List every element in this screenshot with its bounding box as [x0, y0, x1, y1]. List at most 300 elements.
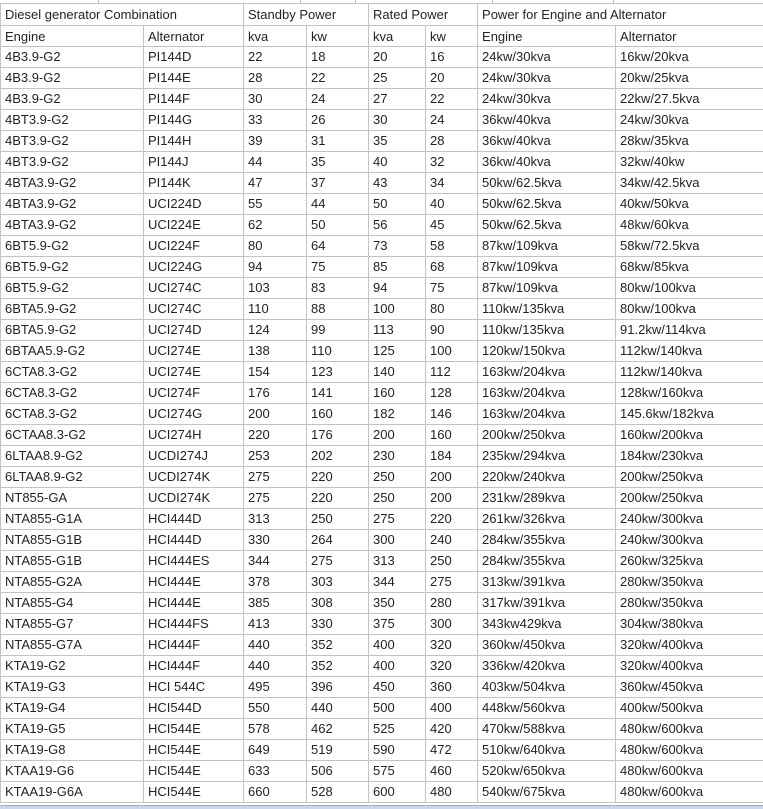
cell-rated-kw: 80	[426, 299, 478, 320]
subheader-rated-kw: kw	[426, 26, 478, 47]
cell-standby-kva: 413	[244, 614, 307, 635]
cell-rated-kw: 16	[426, 47, 478, 68]
cell-engine: 6BTA5.9-G2	[1, 320, 144, 341]
cell-engine: 4B3.9-G2	[1, 89, 144, 110]
cell-alternator: UCI274F	[144, 383, 244, 404]
cell-alternator: PI144K	[144, 173, 244, 194]
cell-alternator-power: 480kw/600kva	[616, 782, 763, 803]
cell-standby-kva: 378	[244, 572, 307, 593]
cell-alternator-power: 184kw/230kva	[616, 446, 763, 467]
cell-alternator-power: 68kw/85kva	[616, 257, 763, 278]
cell-alternator: HCI444FS	[144, 614, 244, 635]
cell-standby-kva: 94	[244, 257, 307, 278]
cell-standby-kw: 160	[307, 404, 369, 425]
cell-engine-power: 360kw/450kva	[478, 635, 616, 656]
border-remnant-tick	[300, 0, 301, 3]
cell-standby-kva: 633	[244, 761, 307, 782]
cell-standby-kw: 75	[307, 257, 369, 278]
cell-alternator-power: 480kw/600kva	[616, 719, 763, 740]
cell-standby-kw: 24	[307, 89, 369, 110]
cell-engine-power: 336kw/420kva	[478, 656, 616, 677]
cell-standby-kw: 64	[307, 236, 369, 257]
cell-standby-kva: 385	[244, 593, 307, 614]
cell-standby-kw: 506	[307, 761, 369, 782]
cell-standby-kva: 33	[244, 110, 307, 131]
cell-engine: 6BTA5.9-G2	[1, 299, 144, 320]
cell-alternator-power: 145.6kw/182kva	[616, 404, 763, 425]
cell-standby-kva: 275	[244, 467, 307, 488]
cell-rated-kw: 24	[426, 110, 478, 131]
cell-standby-kva: 176	[244, 383, 307, 404]
table-row	[1, 467, 763, 488]
cell-standby-kw: 220	[307, 467, 369, 488]
cell-rated-kva: 200	[369, 425, 426, 446]
cell-engine: KTA19-G5	[1, 719, 144, 740]
cell-standby-kva: 578	[244, 719, 307, 740]
cell-alternator-power: 480kw/600kva	[616, 740, 763, 761]
table-row	[1, 719, 763, 740]
cell-engine-power: 87kw/109kva	[478, 236, 616, 257]
cell-alternator-power: 260kw/325kva	[616, 551, 763, 572]
cell-rated-kw: 200	[426, 467, 478, 488]
table-row	[1, 47, 763, 68]
table-row	[1, 110, 763, 131]
cell-alternator-power: 200kw/250kva	[616, 488, 763, 509]
border-remnant-tick	[613, 0, 614, 3]
cell-standby-kva: 103	[244, 278, 307, 299]
generator-spec-table	[0, 3, 763, 803]
cell-rated-kva: 30	[369, 110, 426, 131]
cell-rated-kw: 280	[426, 593, 478, 614]
cell-rated-kva: 450	[369, 677, 426, 698]
cell-engine-power: 110kw/135kva	[478, 299, 616, 320]
table-row	[1, 551, 763, 572]
table-row	[1, 656, 763, 677]
cell-engine-power: 403kw/504kva	[478, 677, 616, 698]
cell-alternator: UCI274H	[144, 425, 244, 446]
cell-engine-power: 36kw/40kva	[478, 131, 616, 152]
cell-engine: KTA19-G3	[1, 677, 144, 698]
cell-alternator: UCI224E	[144, 215, 244, 236]
cell-standby-kw: 50	[307, 215, 369, 236]
cell-rated-kw: 32	[426, 152, 478, 173]
table-row	[1, 782, 763, 803]
cell-engine: 6CTAA8.3-G2	[1, 425, 144, 446]
table-body	[1, 47, 763, 803]
table-row	[1, 593, 763, 614]
cell-standby-kw: 37	[307, 173, 369, 194]
table-row	[1, 488, 763, 509]
cell-rated-kva: 250	[369, 488, 426, 509]
cell-alternator: UCI274D	[144, 320, 244, 341]
subheader-alternator-power: Alternator	[616, 26, 763, 47]
cell-standby-kw: 110	[307, 341, 369, 362]
subheader-engine-power: Engine	[478, 26, 616, 47]
header-diesel-generator-combination: Diesel generator Combination	[1, 4, 244, 26]
cell-alternator: UCDI274J	[144, 446, 244, 467]
cell-alternator-power: 200kw/250kva	[616, 467, 763, 488]
cell-alternator: PI144G	[144, 110, 244, 131]
border-remnant-tick	[98, 0, 99, 3]
cell-alternator: UCI274G	[144, 404, 244, 425]
cell-engine: KTA19-G8	[1, 740, 144, 761]
cell-standby-kva: 220	[244, 425, 307, 446]
cell-rated-kva: 500	[369, 698, 426, 719]
cell-alternator-power: 128kw/160kva	[616, 383, 763, 404]
cell-standby-kva: 440	[244, 656, 307, 677]
cell-engine-power: 36kw/40kva	[478, 110, 616, 131]
cell-rated-kw: 28	[426, 131, 478, 152]
cell-standby-kva: 44	[244, 152, 307, 173]
cell-engine: 6BT5.9-G2	[1, 278, 144, 299]
cell-engine-power: 520kw/650kva	[478, 761, 616, 782]
table-row	[1, 341, 763, 362]
cell-engine-power: 120kw/150kva	[478, 341, 616, 362]
cell-rated-kva: 400	[369, 656, 426, 677]
cell-alternator: HCI444E	[144, 593, 244, 614]
cell-alternator: UCDI274K	[144, 467, 244, 488]
cell-rated-kw: 112	[426, 362, 478, 383]
cell-rated-kva: 250	[369, 467, 426, 488]
cell-alternator-power: 320kw/400kva	[616, 656, 763, 677]
cell-rated-kva: 525	[369, 719, 426, 740]
cell-alternator: PI144J	[144, 152, 244, 173]
cell-rated-kw: 250	[426, 551, 478, 572]
table-row	[1, 131, 763, 152]
cell-rated-kw: 420	[426, 719, 478, 740]
table-row	[1, 635, 763, 656]
cell-alternator: HCI544E	[144, 782, 244, 803]
table-row	[1, 173, 763, 194]
table-row	[1, 89, 763, 110]
cell-rated-kw: 146	[426, 404, 478, 425]
cell-rated-kw: 472	[426, 740, 478, 761]
header-group-row	[1, 4, 763, 26]
cell-rated-kw: 20	[426, 68, 478, 89]
cell-standby-kw: 22	[307, 68, 369, 89]
cell-engine-power: 87kw/109kva	[478, 278, 616, 299]
cell-engine: NTA855-G2A	[1, 572, 144, 593]
cell-standby-kw: 35	[307, 152, 369, 173]
cell-standby-kva: 660	[244, 782, 307, 803]
table-row	[1, 404, 763, 425]
cell-alternator: HCI544E	[144, 761, 244, 782]
cell-rated-kva: 300	[369, 530, 426, 551]
cell-alternator-power: 28kw/35kva	[616, 131, 763, 152]
cell-standby-kw: 303	[307, 572, 369, 593]
cell-standby-kw: 250	[307, 509, 369, 530]
cell-alternator-power: 240kw/300kva	[616, 509, 763, 530]
cell-rated-kva: 344	[369, 572, 426, 593]
cell-standby-kw: 26	[307, 110, 369, 131]
cell-rated-kva: 20	[369, 47, 426, 68]
cell-standby-kva: 62	[244, 215, 307, 236]
cell-standby-kw: 31	[307, 131, 369, 152]
cell-alternator: UCI224D	[144, 194, 244, 215]
cell-rated-kva: 160	[369, 383, 426, 404]
cell-standby-kva: 440	[244, 635, 307, 656]
cell-alternator: PI144F	[144, 89, 244, 110]
cell-engine: NTA855-G1B	[1, 551, 144, 572]
cell-rated-kw: 275	[426, 572, 478, 593]
cell-rated-kw: 90	[426, 320, 478, 341]
cell-engine-power: 24kw/30kva	[478, 47, 616, 68]
cell-standby-kva: 253	[244, 446, 307, 467]
cell-engine: 6LTAA8.9-G2	[1, 467, 144, 488]
cell-alternator-power: 280kw/350kva	[616, 593, 763, 614]
table-row	[1, 362, 763, 383]
cell-engine-power: 231kw/289kva	[478, 488, 616, 509]
cell-rated-kva: 275	[369, 509, 426, 530]
cell-rated-kva: 85	[369, 257, 426, 278]
cell-rated-kva: 140	[369, 362, 426, 383]
cell-rated-kva: 313	[369, 551, 426, 572]
cell-engine: 4BTA3.9-G2	[1, 194, 144, 215]
cell-engine: KTA19-G4	[1, 698, 144, 719]
cell-alternator: HCI544E	[144, 719, 244, 740]
cell-alternator-power: 16kw/20kva	[616, 47, 763, 68]
cell-engine: NT855-GA	[1, 488, 144, 509]
cell-rated-kva: 375	[369, 614, 426, 635]
subheader-engine: Engine	[1, 26, 144, 47]
cell-alternator-power: 304kw/380kva	[616, 614, 763, 635]
cell-engine: 4B3.9-G2	[1, 47, 144, 68]
table-row	[1, 572, 763, 593]
cell-standby-kva: 28	[244, 68, 307, 89]
table-row	[1, 152, 763, 173]
cell-rated-kva: 125	[369, 341, 426, 362]
table-row	[1, 446, 763, 467]
cell-engine-power: 261kw/326kva	[478, 509, 616, 530]
cell-standby-kw: 44	[307, 194, 369, 215]
cell-alternator: HCI444F	[144, 656, 244, 677]
table-row	[1, 383, 763, 404]
cell-alternator: UCI224G	[144, 257, 244, 278]
cell-standby-kw: 141	[307, 383, 369, 404]
cell-alternator-power: 480kw/600kva	[616, 761, 763, 782]
cell-rated-kva: 35	[369, 131, 426, 152]
cell-rated-kw: 160	[426, 425, 478, 446]
cell-rated-kw: 34	[426, 173, 478, 194]
cell-engine-power: 24kw/30kva	[478, 68, 616, 89]
cell-engine-power: 50kw/62.5kva	[478, 215, 616, 236]
cell-engine: NTA855-G1A	[1, 509, 144, 530]
table-row	[1, 257, 763, 278]
cell-engine: NTA855-G1B	[1, 530, 144, 551]
subheader-alternator: Alternator	[144, 26, 244, 47]
cell-standby-kva: 110	[244, 299, 307, 320]
cell-alternator: HCI444D	[144, 530, 244, 551]
cell-engine-power: 540kw/675kva	[478, 782, 616, 803]
cell-rated-kw: 320	[426, 635, 478, 656]
cell-standby-kw: 330	[307, 614, 369, 635]
cell-standby-kw: 352	[307, 635, 369, 656]
cell-engine: 6CTA8.3-G2	[1, 362, 144, 383]
cell-engine: NTA855-G4	[1, 593, 144, 614]
cell-rated-kw: 320	[426, 656, 478, 677]
cell-engine-power: 343kw429kva	[478, 614, 616, 635]
cell-standby-kw: 220	[307, 488, 369, 509]
cell-engine: 6CTA8.3-G2	[1, 383, 144, 404]
cell-alternator: HCI444D	[144, 509, 244, 530]
cell-engine: KTAA19-G6	[1, 761, 144, 782]
cell-rated-kw: 128	[426, 383, 478, 404]
cell-engine-power: 163kw/204kva	[478, 404, 616, 425]
cell-rated-kw: 100	[426, 341, 478, 362]
table-row	[1, 740, 763, 761]
cell-rated-kva: 43	[369, 173, 426, 194]
cell-engine-power: 50kw/62.5kva	[478, 173, 616, 194]
cell-standby-kw: 528	[307, 782, 369, 803]
cell-rated-kva: 113	[369, 320, 426, 341]
cell-rated-kva: 100	[369, 299, 426, 320]
cell-alternator-power: 80kw/100kva	[616, 299, 763, 320]
cell-alternator: UCI274C	[144, 278, 244, 299]
header-sub-row	[1, 26, 763, 47]
cell-engine-power: 24kw/30kva	[478, 89, 616, 110]
cell-alternator-power: 240kw/300kva	[616, 530, 763, 551]
cell-standby-kw: 275	[307, 551, 369, 572]
cell-alternator: HCI444ES	[144, 551, 244, 572]
cell-standby-kva: 649	[244, 740, 307, 761]
cell-alternator-power: 22kw/27.5kva	[616, 89, 763, 110]
cell-alternator-power: 40kw/50kva	[616, 194, 763, 215]
table-row	[1, 236, 763, 257]
cell-engine: 4BT3.9-G2	[1, 152, 144, 173]
cell-standby-kva: 330	[244, 530, 307, 551]
cell-engine: 4BTA3.9-G2	[1, 173, 144, 194]
cell-standby-kva: 550	[244, 698, 307, 719]
cell-rated-kva: 40	[369, 152, 426, 173]
cell-rated-kva: 94	[369, 278, 426, 299]
cell-rated-kva: 56	[369, 215, 426, 236]
cell-rated-kw: 40	[426, 194, 478, 215]
cell-rated-kva: 230	[369, 446, 426, 467]
cell-alternator: PI144D	[144, 47, 244, 68]
cell-standby-kva: 154	[244, 362, 307, 383]
subheader-standby-kva: kva	[244, 26, 307, 47]
cell-alternator-power: 20kw/25kva	[616, 68, 763, 89]
cell-standby-kva: 495	[244, 677, 307, 698]
cell-alternator: UCI274E	[144, 341, 244, 362]
cell-rated-kw: 45	[426, 215, 478, 236]
cell-alternator-power: 360kw/450kva	[616, 677, 763, 698]
cell-standby-kw: 88	[307, 299, 369, 320]
border-remnant-tick	[492, 0, 493, 3]
table-header	[1, 4, 763, 47]
cell-rated-kva: 400	[369, 635, 426, 656]
cell-standby-kva: 344	[244, 551, 307, 572]
cell-alternator-power: 91.2kw/114kva	[616, 320, 763, 341]
cell-engine-power: 510kw/640kva	[478, 740, 616, 761]
cell-engine: 6CTA8.3-G2	[1, 404, 144, 425]
cell-alternator: HCI444E	[144, 572, 244, 593]
cell-rated-kw: 68	[426, 257, 478, 278]
cell-rated-kw: 300	[426, 614, 478, 635]
cell-alternator: PI144H	[144, 131, 244, 152]
cell-engine: NTA855-G7A	[1, 635, 144, 656]
cell-standby-kva: 275	[244, 488, 307, 509]
cell-engine: 4BT3.9-G2	[1, 110, 144, 131]
cell-rated-kw: 22	[426, 89, 478, 110]
cell-alternator-power: 80kw/100kva	[616, 278, 763, 299]
cell-engine-power: 163kw/204kva	[478, 362, 616, 383]
cell-engine: NTA855-G7	[1, 614, 144, 635]
cell-rated-kw: 58	[426, 236, 478, 257]
table-row	[1, 761, 763, 782]
cell-engine-power: 220kw/240kva	[478, 467, 616, 488]
table-row	[1, 530, 763, 551]
table-row	[1, 320, 763, 341]
cell-rated-kva: 600	[369, 782, 426, 803]
cell-rated-kva: 590	[369, 740, 426, 761]
cell-engine-power: 284kw/355kva	[478, 530, 616, 551]
header-standby-power: Standby Power	[244, 4, 369, 26]
table-row	[1, 215, 763, 236]
cell-rated-kva: 27	[369, 89, 426, 110]
cell-engine: 6BT5.9-G2	[1, 257, 144, 278]
cell-rated-kva: 575	[369, 761, 426, 782]
cell-standby-kw: 202	[307, 446, 369, 467]
cell-engine-power: 317kw/391kva	[478, 593, 616, 614]
cell-alternator: HCI544E	[144, 740, 244, 761]
cell-alternator: UCI274C	[144, 299, 244, 320]
cell-engine-power: 235kw/294kva	[478, 446, 616, 467]
table-row	[1, 278, 763, 299]
table-row	[1, 677, 763, 698]
cell-alternator: UCDI274K	[144, 488, 244, 509]
cell-alternator-power: 280kw/350kva	[616, 572, 763, 593]
cell-rated-kw: 400	[426, 698, 478, 719]
cell-rated-kw: 200	[426, 488, 478, 509]
cell-standby-kva: 55	[244, 194, 307, 215]
cell-alternator-power: 160kw/200kva	[616, 425, 763, 446]
cell-alternator-power: 24kw/30kva	[616, 110, 763, 131]
cell-standby-kw: 352	[307, 656, 369, 677]
table-row	[1, 68, 763, 89]
cell-standby-kw: 462	[307, 719, 369, 740]
cell-alternator-power: 320kw/400kva	[616, 635, 763, 656]
cell-standby-kva: 22	[244, 47, 307, 68]
border-remnant-tick	[355, 0, 356, 3]
cell-engine: 6LTAA8.9-G2	[1, 446, 144, 467]
cell-engine-power: 200kw/250kva	[478, 425, 616, 446]
cell-rated-kva: 350	[369, 593, 426, 614]
cell-engine: 4BTA3.9-G2	[1, 215, 144, 236]
cell-standby-kva: 80	[244, 236, 307, 257]
cell-engine-power: 163kw/204kva	[478, 383, 616, 404]
cell-rated-kva: 73	[369, 236, 426, 257]
cell-alternator-power: 32kw/40kw	[616, 152, 763, 173]
cell-engine-power: 50kw/62.5kva	[478, 194, 616, 215]
cell-alternator-power: 58kw/72.5kva	[616, 236, 763, 257]
cell-standby-kw: 176	[307, 425, 369, 446]
table-row	[1, 698, 763, 719]
table-row	[1, 614, 763, 635]
cell-rated-kw: 220	[426, 509, 478, 530]
cell-engine-power: 470kw/588kva	[478, 719, 616, 740]
top-edge-border-remnants	[0, 0, 763, 3]
header-power-for-engine-and-alternator: Power for Engine and Alternator	[478, 4, 763, 26]
cell-rated-kva: 182	[369, 404, 426, 425]
table-row	[1, 299, 763, 320]
cell-standby-kva: 30	[244, 89, 307, 110]
cell-engine: 6BT5.9-G2	[1, 236, 144, 257]
cell-standby-kw: 264	[307, 530, 369, 551]
cell-alternator: UCI224F	[144, 236, 244, 257]
cell-standby-kw: 440	[307, 698, 369, 719]
cell-engine-power: 448kw/560kva	[478, 698, 616, 719]
